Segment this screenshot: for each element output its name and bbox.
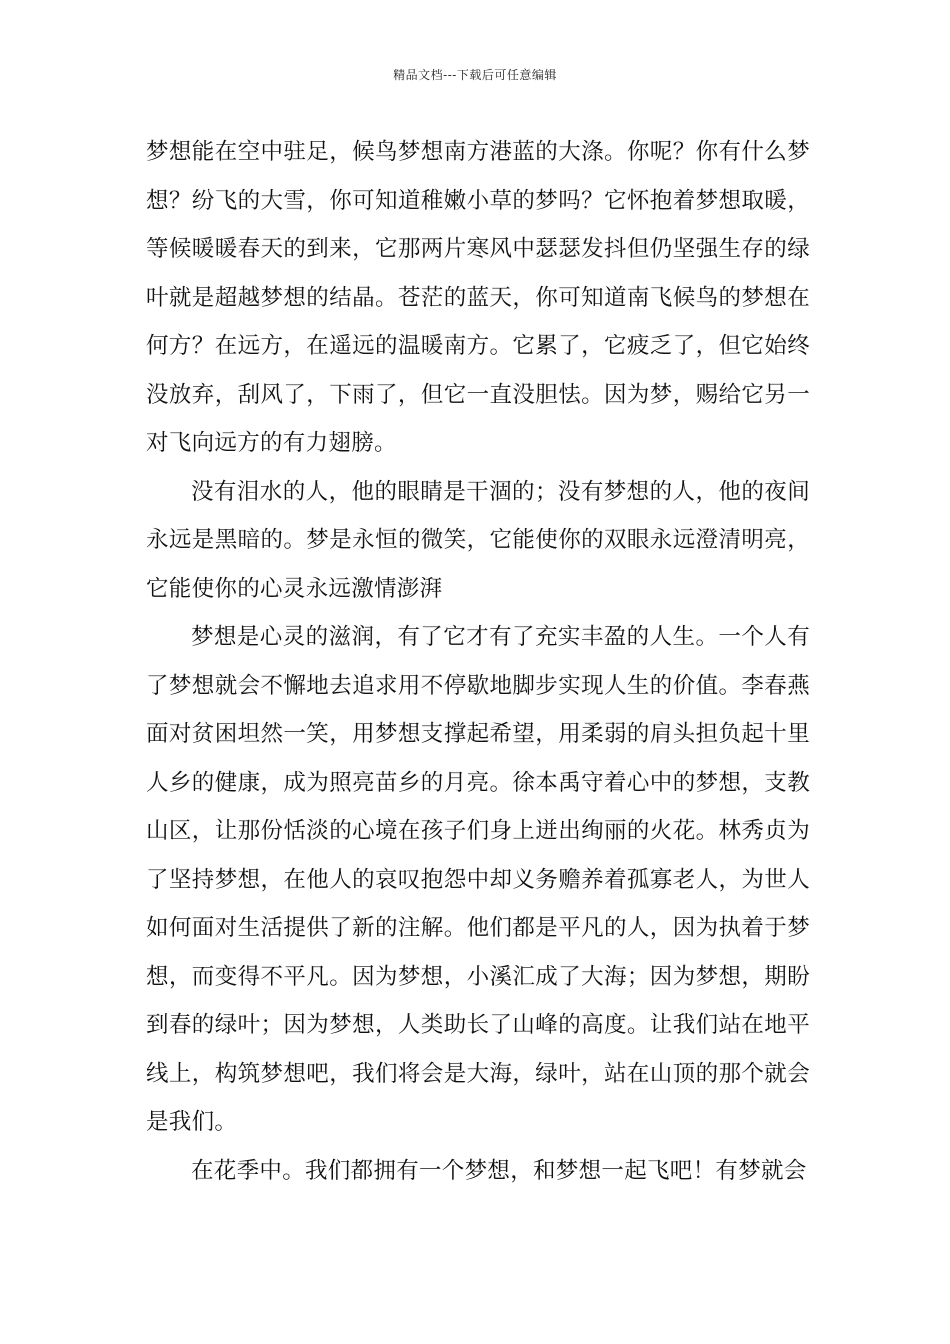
- paragraph-4: 在花季中。我们都拥有一个梦想，和梦想一起飞吧！有梦就会: [191, 1157, 807, 1184]
- paragraph-2: 没有泪水的人，他的眼睛是干涸的；没有梦想的人，他的夜间永远是黑暗的。梦是永恒的微笑，它能使你的双眼永远澄清明亮，它能使你的心灵永远激情澎湃: [146, 478, 810, 602]
- document-body: [146, 128, 810, 1195]
- paragraph-1: 梦想能在空中驻足，候鸟梦想南方港蓝的大涤。你呢？你有什么梦想？纷飞的大雪，你可知道稚嫩小草的梦吗？它怀抱着梦想取暖，等候暖暖春天的到来，它那两片寒风中瑟瑟发抖但仍坚强生存的绿叶就是超越梦想的结晶。苍茫的蓝天，你可知道南飞候鸟的梦想在何方？在远方，在遥远的温暖南方。它累了，它疲乏了，但它始终没放弃，刮风了，下雨了，但它一直没胆怯。因为梦，赐给它另一对飞向远方的有力翅膀。: [146, 139, 810, 456]
- paragraph-3: 梦想是心灵的滋润，有了它才有了充实丰盈的人生。一个人有了梦想就会不懈地去追求用不停歇地脚步实现人生的价值。李春燕面对贫困坦然一笑，用梦想支撑起希望，用柔弱的肩头担负起十里人乡的健康，成为照亮苗乡的月亮。徐本禹守着心中的梦想，支教山区，让那份恬淡的心境在孩子们身上迸出绚丽的火花。林秀贞为了坚持梦想，在他人的哀叹抱怨中却义务赡养着孤寡老人，为世人如何面对生活提供了新的注解。他们都是平凡的人，因为执着于梦想，而变得不平凡。因为梦想，小溪汇成了大海；因为梦想，期盼到春的绿叶；因为梦想，人类助长了山峰的高度。让我们站在地平线上，构筑梦想吧，我们将会是大海，绿叶，站在山顶的那个就会是我们。: [146, 624, 810, 1135]
- page-header: 精品文档---下载后可任意编辑: [393, 68, 557, 82]
